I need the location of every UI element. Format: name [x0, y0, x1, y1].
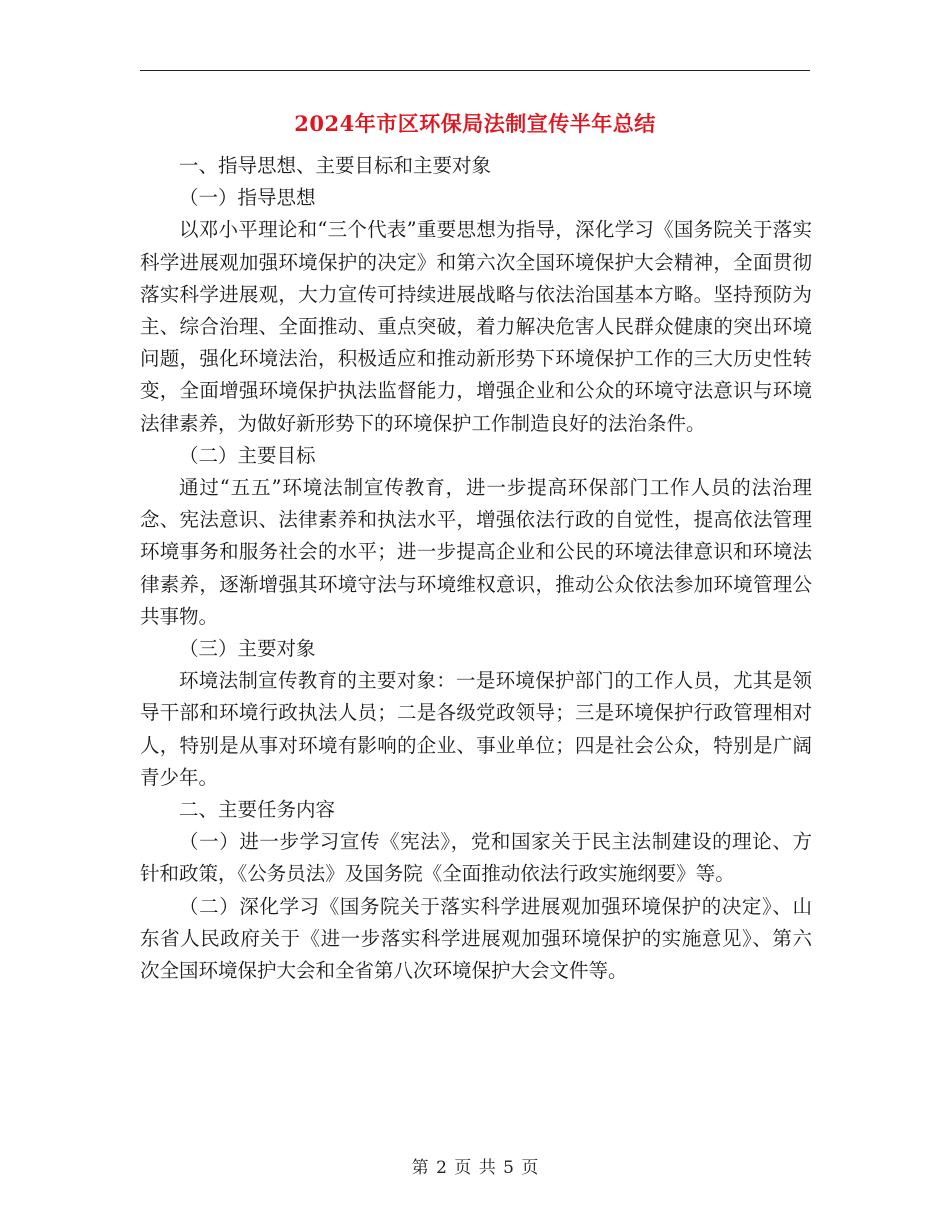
- page-number-footer: 第 2 页 共 5 页: [411, 1158, 539, 1178]
- section-heading-2: 二、主要任务内容: [179, 798, 336, 822]
- document-title: 2024年市区环保局法制宣传半年总结: [294, 111, 656, 136]
- paragraph-guiding-ideology: 以邓小平理论和“三个代表”重要思想为指导，深化学习《国务院关于落实科学进展观加强环境保护的决定》和第六次全国环境保护大会精神，全面贯彻落实科学进展观，大力宣传可持续进展战略与依法治国基本方略。坚持预防为主、综合治理、全面推动、重点突破，着力解决危害人民群众健康的突出环境问题，强化环境法治，积极适应和推动新形势下环境保护工作的三大历史性转变，全面增强环境保护执法监督能力，增强企业和公众的环境守法意识与环境法律素养，为做好新形势下的环境保护工作制造良好的法治条件。: [140, 218, 812, 435]
- subsection-heading-main-targets: （三）主要对象: [179, 637, 316, 661]
- document-body: [140, 150, 812, 987]
- paragraph-main-goals: 通过“五五”环境法制宣传教育，进一步提高环保部门工作人员的法治理念、宪法意识、法律素养和执法水平，增强依法行政的自觉性，提高依法管理环境事务和服务社会的水平；进一步提高企业和公民的环境法律意识和环境法律素养，逐渐增强其环境守法与环境维权意识，推动公众依法参加环境管理公共事物。: [140, 476, 812, 628]
- header-rule: [140, 70, 810, 71]
- paragraph-task-1: （一）进一步学习宣传《宪法》，党和国家关于民主法制建设的理论、方针和政策，《公务员法》及国务院《全面推动依法行政实施纲要》等。: [140, 830, 812, 886]
- paragraph-main-targets: 环境法制宣传教育的主要对象：一是环境保护部门的工作人员，尤其是领导干部和环境行政执法人员；二是各级党政领导；三是环境保护行政管理相对人，特别是从事对环境有影响的企业、事业单位；四是社会公众，特别是广阔青少年。: [140, 669, 812, 789]
- paragraph-task-2: （二）深化学习《国务院关于落实科学进展观加强环境保护的决定》、山东省人民政府关于《进一步落实科学进展观加强环境保护的实施意见》、第六次全国环境保护大会和全省第八次环境保护大会文件等。: [140, 894, 812, 983]
- subsection-heading-guiding-ideology: （一）指导思想: [179, 186, 316, 210]
- subsection-heading-main-goals: （二）主要目标: [179, 443, 316, 467]
- section-heading-1: 一、指导思想、主要目标和主要对象: [179, 154, 492, 177]
